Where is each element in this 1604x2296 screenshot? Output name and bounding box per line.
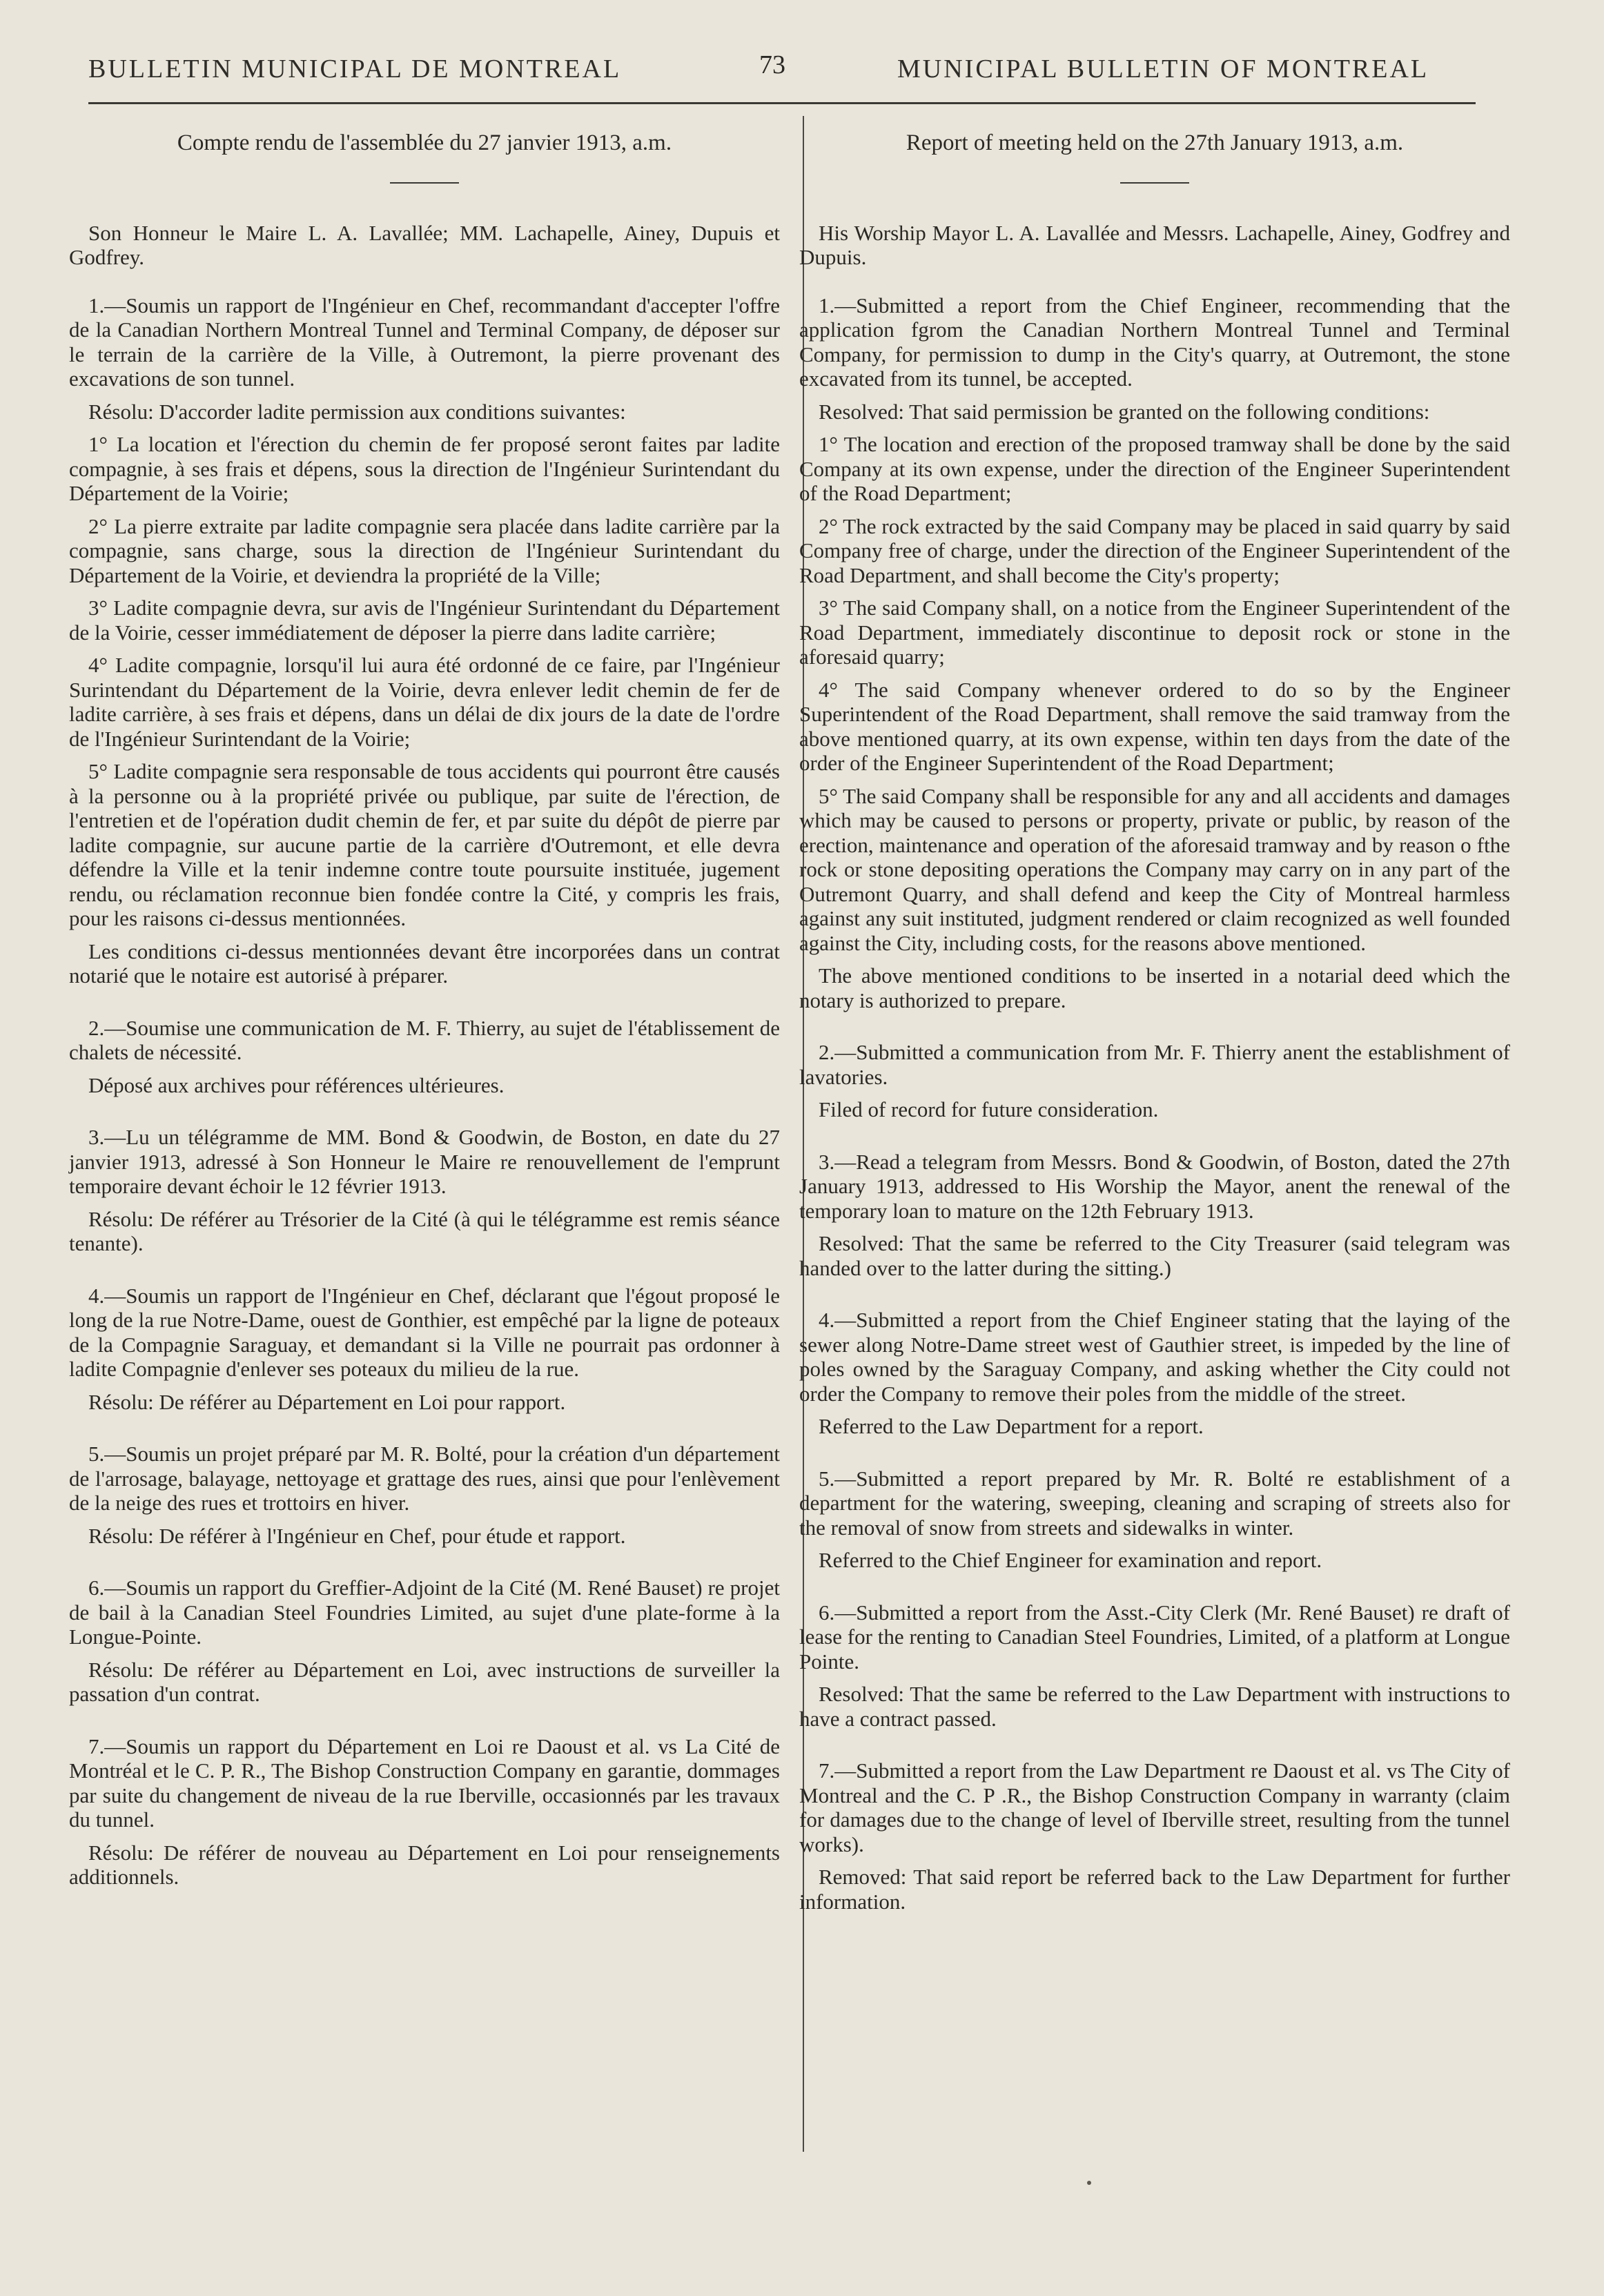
english-paragraph: Referred to the Chief Engineer for examination and report.: [819, 1548, 1322, 1572]
french-paragraph: Résolu: De référer à l'Ingénieur en Chef, pour étude et rapport.: [88, 1523, 626, 1548]
running-head-english: MUNICIPAL BULLETIN OF MONTREAL: [897, 55, 1429, 84]
english-body: [799, 221, 1510, 1914]
english-paragraph: Resolved: That the same be referred to the City Treasurer (said telegram was handed over to the latter during the sitting.): [799, 1231, 1510, 1280]
french-paragraph: 1° La location et l'érection du chemin de fer proposé seront faites par ladite compagnie, à ses frais et dépens, sous la direction de l'Ingénieur Surintendant du Département de la Voirie;: [69, 432, 780, 505]
english-paragraph: Resolved: That the same be referred to the Law Department with instructions to have a contract passed.: [799, 1682, 1510, 1731]
french-paragraph: 2.—Soumise une communication de M. F. Thierry, au sujet de l'établissement de chalets de nécessité.: [69, 1015, 780, 1064]
french-paragraph: Déposé aux archives pour références ultérieures.: [88, 1072, 505, 1097]
english-paragraph: 5° The said Company shall be responsible for any and all accidents and damages which may be caused to persons or property, private or public, by reason of the erection, maintenance and operation of the aforesaid tramway and by reason o fthe rock or stone depositing operations the Company may carry on in any part of the Outremont Quarry, and shall defend and keep the City of Montreal harmless against any suit instituted, judgment rendered or claim recognized as well founded against the City, including costs, for the reasons above mentioned.: [799, 783, 1510, 955]
print-speck: [1087, 2181, 1091, 2185]
french-paragraph: 2° La pierre extraite par ladite compagnie sera placée dans ladite carrière par la compagnie, sans charge, sous la direction de l'Ingénieur Surintendant du Département de la Voirie, et deviendra la propriété de la Ville;: [69, 513, 780, 587]
french-paragraph: 4° Ladite compagnie, lorsqu'il lui aura été ordonné de ce faire, par l'Ingénieur Surintendant du Département de la Voirie, devra enlever ledit chemin de fer de ladite carrière, à ses frais et dépens, dans un délai de dix jours de la date de l'ordre de l'Ingénieur Surintendant de la Voirie;: [69, 653, 780, 751]
french-paragraph: Résolu: D'accorder ladite permission aux conditions suivantes:: [88, 399, 626, 424]
french-paragraph: 5° Ladite compagnie sera responsable de tous accidents qui pourront être causés à la personne ou à la propriété privée ou publique, par suite de l'érection, de l'entretien et de l'opération dudit chemin de fer, et par suite du dépôt de pierre par ladite compagnie, sur aucune partie de la carrière d'Outremont, et elle devra défendre la Ville et la tenir indemne contre toute poursuite instituée, jugement rendu, ou réclamation reconnue bien fondée contre la Cité, y compris les frais, pour les raisons ci-dessus mentionnées.: [69, 759, 780, 930]
french-paragraph: 3.—Lu un télégramme de MM. Bond & Goodwin, de Boston, en date du 27 janvier 1913, adressé à Son Honneur le Maire re renouvellement de l'emprunt temporaire devant échoir le 12 février 1913.: [69, 1125, 780, 1198]
title-separator: [390, 182, 459, 184]
english-column: [799, 131, 1510, 1922]
english-paragraph: 5.—Submitted a report prepared by Mr. R. Bolté re establishment of a department for the watering, sweeping, cleaning and scraping of streets also for the removal of snow from streets and sidewalks in winter.: [799, 1466, 1510, 1540]
english-paragraph: 4° The said Company whenever ordered to do so by the Engineer Superintendent of the Road Department, shall remove the said tramway from the above mentioned quarry, at its own expense, within ten days from the date of the order of the Engineer Superintendent of the Road Department;: [799, 677, 1510, 775]
french-column: [69, 131, 780, 1898]
english-paragraph: Filed of record for future consideration.: [819, 1097, 1159, 1121]
english-paragraph: The above mentioned conditions to be inserted in a notarial deed which the notary is authorized to prepare.: [799, 963, 1510, 1012]
header-rule: [88, 102, 1476, 104]
page-number: 73: [759, 50, 785, 79]
english-paragraph: 7.—Submitted a report from the Law Department re Daoust et al. vs The City of Montreal and the C. P .R., the Bishop Construction Company in warranty (claim for damages due to the change of level of Iberville street, resulting from the tunnel works).: [799, 1758, 1510, 1856]
french-paragraph: Résolu: De référer au Trésorier de la Cité (à qui le télégramme est remis séance tenante).: [69, 1206, 780, 1255]
french-paragraph: 5.—Soumis un projet préparé par M. R. Bolté, pour la création d'un département de l'arrosage, balayage, nettoyage et grattage des rues, ainsi que pour l'enlèvement de la neige des rues et trottoirs en hiver.: [69, 1442, 780, 1515]
french-paragraph: Son Honneur le Maire L. A. Lavallée; MM. Lachapelle, Ainey, Dupuis et Godfrey.: [69, 220, 780, 269]
english-paragraph: His Worship Mayor L. A. Lavallée and Messrs. Lachapelle, Ainey, Godfrey and Dupuis.: [799, 220, 1510, 269]
french-body: [69, 221, 780, 1890]
english-paragraph: 4.—Submitted a report from the Chief Engineer stating that the laying of the sewer along Notre-Dame street west of Gauthier street, is impeded by the line of poles owned by the Saraguay Company, and asking whether the City could not order the Company to remove their poles from the middle of the street.: [799, 1308, 1510, 1406]
french-paragraph: Résolu: De référer de nouveau au Département en Loi pour renseignements additionnels.: [69, 1840, 780, 1889]
english-paragraph: 6.—Submitted a report from the Asst.-City Clerk (Mr. René Bauset) re draft of lease for the renting to Canadian Steel Foundries, Limited, of a platform at Longue Pointe.: [799, 1600, 1510, 1674]
english-paragraph: Removed: That said report be referred back to the Law Department for further information.: [799, 1865, 1510, 1914]
french-paragraph: 3° Ladite compagnie devra, sur avis de l'Ingénieur Surintendant du Département de la Voirie, cesser immédiatement de déposer la pierre dans ladite carrière;: [69, 596, 780, 645]
english-paragraph: Referred to the Law Department for a report.: [819, 1414, 1204, 1438]
english-paragraph: Resolved: That said permission be granted on the following conditions:: [819, 399, 1430, 424]
french-paragraph: 1.—Soumis un rapport de l'Ingénieur en Chef, recommandant d'accepter l'offre de la Canadian Northern Montreal Tunnel and Terminal Company, de déposer sur le terrain de la carrière de la Ville, à Outremont, la pierre provenant des excavations de son tunnel.: [69, 293, 780, 391]
running-head-french: BULLETIN MUNICIPAL DE MONTREAL: [88, 55, 622, 84]
french-paragraph: Résolu: De référer au Département en Loi pour rapport.: [88, 1389, 566, 1414]
english-paragraph: 2° The rock extracted by the said Company may be placed in said quarry by said Company free of charge, under the direction of the Engineer Superintendent of the Road Department, and shall become the City's property;: [799, 513, 1510, 587]
english-paragraph: 3° The said Company shall, on a notice from the Engineer Superintendent of the Road Department, immediately discontinue to deposit rock or stone in the aforesaid quarry;: [799, 596, 1510, 669]
english-title: Report of meeting held on the 27th January 1913, a.m.: [906, 130, 1404, 155]
english-paragraph: 2.—Submitted a communication from Mr. F. Thierry anent the establishment of lavatories.: [799, 1040, 1510, 1089]
french-title: Compte rendu de l'assemblée du 27 janvier 1913, a.m.: [177, 130, 672, 155]
english-paragraph: 1° The location and erection of the proposed tramway shall be done by the said Company at its own expense, under the direction of the Engineer Superintendent of the Road Department;: [799, 432, 1510, 505]
english-paragraph: 3.—Read a telegram from Messrs. Bond & Goodwin, of Boston, dated the 27th January 1913, addressed to His Worship the Mayor, anent the renewal of the temporary loan to mature on the 12th February 1913.: [799, 1149, 1510, 1223]
french-paragraph: 7.—Soumis un rapport du Département en Loi re Daoust et al. vs La Cité de Montréal et le C. P. R., The Bishop Construction Company en garantie, dommages par suite du changement de niveau de la rue Iberville, occasionnés par les travaux du tunnel.: [69, 1734, 780, 1832]
english-paragraph: 1.—Submitted a report from the Chief Engineer, recommending that the application fgrom the Canadian Northern Montreal Tunnel and Terminal Company, for permission to dump in the City's quarry, at Outremont, the stone excavated from its tunnel, be accepted.: [799, 293, 1510, 391]
french-paragraph: Les conditions ci-dessus mentionnées devant être incorporées dans un contrat notarié que le notaire est autorisé à préparer.: [69, 939, 780, 988]
french-paragraph: 6.—Soumis un rapport du Greffier-Adjoint de la Cité (M. René Bauset) re projet de bail à la Canadian Steel Foundries Limited, au sujet d'une plate-forme à la Longue-Pointe.: [69, 1576, 780, 1649]
french-paragraph: Résolu: De référer au Département en Loi, avec instructions de surveiller la passation d'un contrat.: [69, 1657, 780, 1706]
french-paragraph: 4.—Soumis un rapport de l'Ingénieur en Chef, déclarant que l'égout proposé le long de la rue Notre-Dame, ouest de Gonthier, est empêché par la ligne de poteaux de la Compagnie Saraguay, et demandant si la Ville ne pourrait pas ordonner à ladite Compagnie d'enlever ses poteaux du milieu de la rue.: [69, 1283, 780, 1381]
title-separator: [1120, 182, 1189, 184]
